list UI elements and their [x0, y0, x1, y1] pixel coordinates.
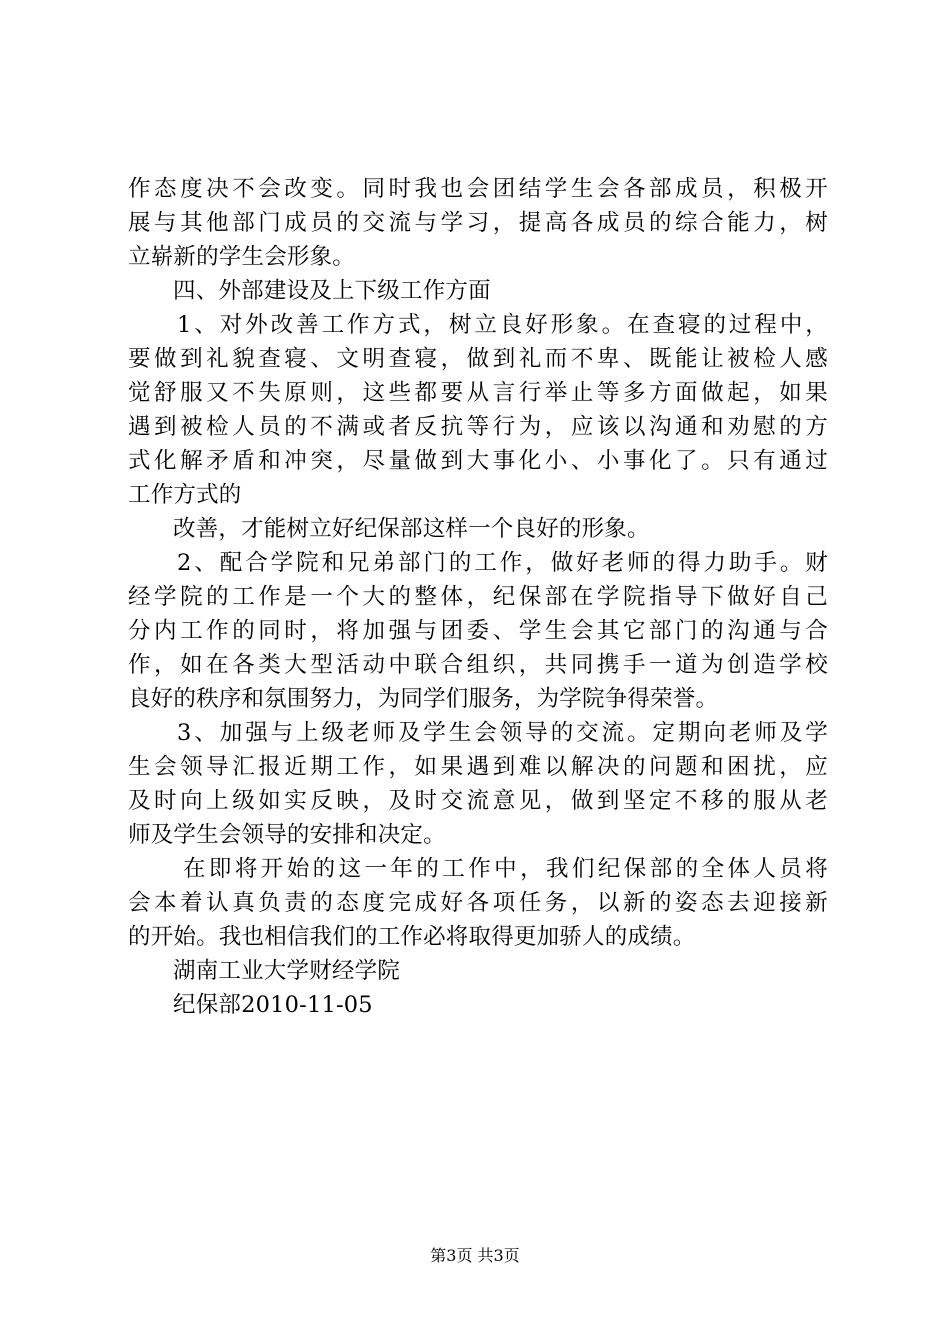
- text-line: 师及学生会领导的安排和决定。: [128, 822, 446, 848]
- text-line: 式化解矛盾和冲突，尽量做到大事化小、小事化了。只有通过: [128, 448, 828, 474]
- section-heading: 四、外部建设及上下级工作方面: [173, 278, 491, 304]
- text-line: 在即将开始的这一年的工作中，我们纪保部的全体人员将: [183, 856, 828, 882]
- text-line: 1、对外改善工作方式，树立良好形象。在查寝的过程中，: [177, 312, 828, 338]
- text-line: 分内工作的同时，将加强与团委、学生会其它部门的沟通与合: [128, 618, 828, 644]
- text-line: 改善，才能树立好纪保部这样一个良好的形象。: [173, 516, 650, 542]
- text-line: 会本着认真负责的态度完成好各项任务，以新的姿态去迎接新: [128, 890, 828, 916]
- document-body: [128, 172, 828, 1022]
- page-number-footer: 第3页 共3页: [430, 1246, 520, 1265]
- text-line: 作，如在各类大型活动中联合组织，共同携手一道为创造学校: [128, 652, 828, 678]
- text-line: 生会领导汇报近期工作，如果遇到难以解决的问题和困扰，应: [128, 754, 828, 780]
- text-line: 经学院的工作是一个大的整体，纪保部在学院指导下做好自己: [128, 584, 828, 610]
- text-line: 立崭新的学生会形象。: [128, 244, 356, 270]
- signature-organization: 湖南工业大学财经学院: [173, 958, 401, 984]
- text-line: 的开始。我也相信我们的工作必将取得更加骄人的成绩。: [128, 924, 696, 950]
- text-line: 工作方式的: [128, 482, 242, 508]
- signature-date: 纪保部2010-11-05: [173, 992, 373, 1018]
- text-line: 遇到被检人员的不满或者反抗等行为，应该以沟通和劝慰的方: [128, 414, 828, 440]
- text-line: 及时向上级如实反映，及时交流意见，做到坚定不移的服从老: [128, 788, 828, 814]
- text-line: 要做到礼貌查寝、文明查寝，做到礼而不卑、既能让被检人感: [128, 346, 828, 372]
- text-line: 展与其他部门成员的交流与学习，提高各成员的综合能力，树: [128, 210, 828, 236]
- text-line: 良好的秩序和氛围努力，为同学们服务，为学院争得荣誉。: [128, 686, 719, 712]
- text-line: 3、加强与上级老师及学生会领导的交流。定期向老师及学: [177, 720, 828, 746]
- text-line: 2、配合学院和兄弟部门的工作，做好老师的得力助手。财: [177, 550, 828, 576]
- text-line: 觉舒服又不失原则，这些都要从言行举止等多方面做起，如果: [128, 380, 828, 406]
- text-line: 作态度决不会改变。同时我也会团结学生会各部成员，积极开: [128, 176, 828, 202]
